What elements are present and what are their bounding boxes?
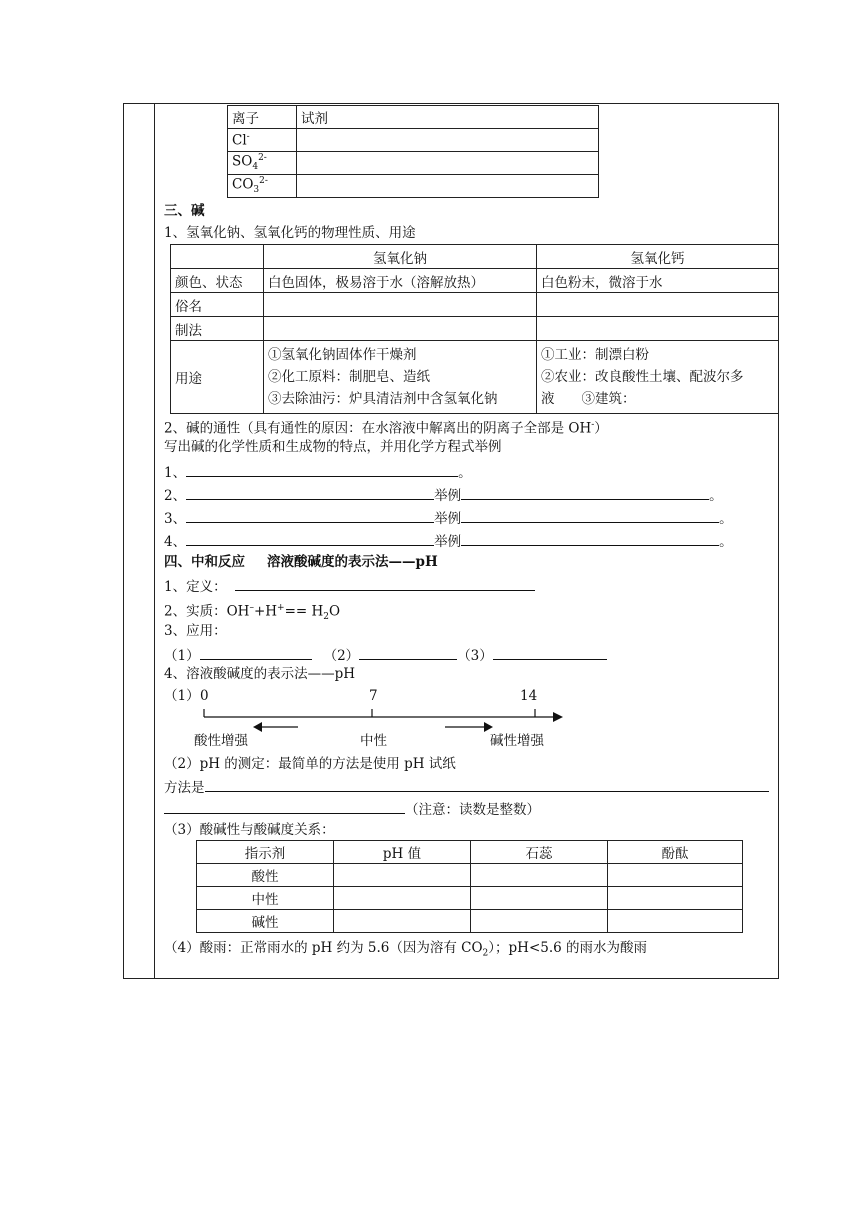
definition-line: 1、定义： [164,576,535,596]
ph-title: 4、溶液酸碱度的表示法——pH [164,666,356,682]
caoh-uses [537,341,779,414]
caoh-cell[interactable] [537,317,779,341]
method-line: 方法是 [164,777,769,797]
row-label: 酸性 [197,864,334,887]
column-divider [154,103,155,979]
blank-field[interactable] [200,645,312,660]
answer-cell[interactable] [334,910,471,933]
table-header-reagent: 试剂 [297,106,599,129]
neutral-label: 中性 [360,733,387,749]
scale-label-14: 14 [520,688,538,704]
section-4-title: 四、中和反应 溶液酸碱度的表示法——pH [164,554,438,570]
ph-measure-line: （2）pH 的测定：最简单的方法是使用 pH 试纸 [164,756,456,772]
answer-cell[interactable] [471,864,608,887]
scale-prefix: （1） [164,688,200,704]
answer-cell[interactable] [334,864,471,887]
caoh-use-3: 液 ③建筑： [541,391,636,407]
blank-field[interactable] [164,799,405,814]
row-label: 制法 [171,317,264,341]
blank-field[interactable] [359,645,457,660]
table-row [228,129,599,152]
table-row [171,245,779,269]
ion-reagent-table [227,105,599,198]
blank-field[interactable] [186,485,434,500]
blank-field[interactable] [186,462,458,477]
ion-cl: Cl- [228,129,297,152]
property-line-2: 2、 举例 。 [164,485,723,505]
caoh-use-2: ②农业：改良酸性土壤、配波尔多 [541,369,744,385]
blank-field[interactable] [461,485,709,500]
row-label: 颜色、状态 [171,269,264,293]
row-label: 用途 [171,341,264,414]
method-line-2: （注意：读数是整数） [164,799,540,819]
base-properties-table [170,244,779,414]
property-line-1: 1、 。 [164,462,472,482]
left-arrow-icon [252,720,304,734]
table-header-litmus: 石蕊 [471,841,608,864]
acid-stronger-label: 酸性增强 [194,733,248,749]
blank-field[interactable] [461,531,719,546]
item2-line2: 写出碱的化学性质和生成物的特点，并用化学方程式举例 [164,439,502,455]
relation-title: （3）酸碱性与酸碱度关系： [164,822,335,838]
naoh-cell: 白色固体，极易溶于水（溶解放热） [264,269,537,293]
naoh-use-2: ②化工原料：制肥皂、造纸 [268,369,430,385]
table-row [171,293,779,317]
answer-cell[interactable] [471,887,608,910]
table-row [228,152,599,175]
scale-label-0: 0 [200,688,209,704]
property-line-3: 3、 举例 。 [164,508,733,528]
caoh-cell: 白色粉末，微溶于水 [537,269,779,293]
table-row [228,175,599,198]
table-header-indicator: 指示剂 [197,841,334,864]
table-header-ph: pH 值 [334,841,471,864]
answer-cell[interactable] [608,864,743,887]
base-stronger-label: 碱性增强 [490,733,544,749]
row-label: 碱性 [197,910,334,933]
reagent-cell[interactable] [297,129,599,152]
blank-field[interactable] [186,508,434,523]
answer-cell[interactable] [471,910,608,933]
table-row [197,841,743,864]
indicator-table [196,840,743,933]
row-label: 中性 [197,887,334,910]
caoh-cell[interactable] [537,293,779,317]
table-row [171,317,779,341]
reagent-cell[interactable] [297,175,599,198]
naoh-use-3: ③去除油污：炉具清洁剂中含氢氧化钠 [268,391,498,407]
acid-rain-line: （4）酸雨：正常雨水的 pH 约为 5.6（因为溶有 $CO_2$）；pH<5.6 的雨水为酸雨 [164,940,648,959]
reagent-cell[interactable] [297,152,599,175]
right-arrow-icon [443,720,495,734]
answer-cell[interactable] [608,910,743,933]
table-row [171,341,779,414]
blank-field[interactable] [205,777,769,792]
table-header-blank [171,245,264,269]
application-label: 3、应用： [164,623,227,639]
blank-field[interactable] [235,576,535,591]
blank-field[interactable] [493,645,607,660]
table-header-naoh: 氢氧化钠 [264,245,537,269]
section-3-item1: 1、氢氧化钠、氢氧化钙的物理性质、用途 [164,225,416,241]
naoh-use-1: ①氢氧化钠固体作干燥剂 [268,347,417,363]
section-3-title: 三、碱 [164,203,205,219]
table-header-caoh: 氢氧化钙 [537,245,779,269]
application-blanks: （1） （2） （3） [164,645,607,665]
essence-line: 2、实质：$OH^-+H^+== H_2O$ [164,603,341,623]
answer-cell[interactable] [334,887,471,910]
table-row [197,910,743,933]
table-row [197,864,743,887]
row-label: 俗名 [171,293,264,317]
ion-so4: $SO_4^{2-}$ [228,152,297,175]
table-row [228,106,599,129]
blank-field[interactable] [186,531,434,546]
naoh-cell[interactable] [264,317,537,341]
property-line-4: 4、 举例 。 [164,531,733,551]
table-header-ion: 离子 [228,106,297,129]
answer-cell[interactable] [608,887,743,910]
table-row [171,269,779,293]
table-header-phenolphthalein: 酚酞 [608,841,743,864]
naoh-uses [264,341,537,414]
scale-label-7: 7 [369,688,378,704]
blank-field[interactable] [461,508,719,523]
ion-co3: $CO_3^{2-}$ [228,175,297,198]
naoh-cell[interactable] [264,293,537,317]
item2-line1: 2、碱的通性（具有通性的原因：在水溶液中解离出的阴离子全部是 OH-） [164,420,608,437]
table-row [197,887,743,910]
caoh-use-1: ①工业：制漂白粉 [541,347,649,363]
